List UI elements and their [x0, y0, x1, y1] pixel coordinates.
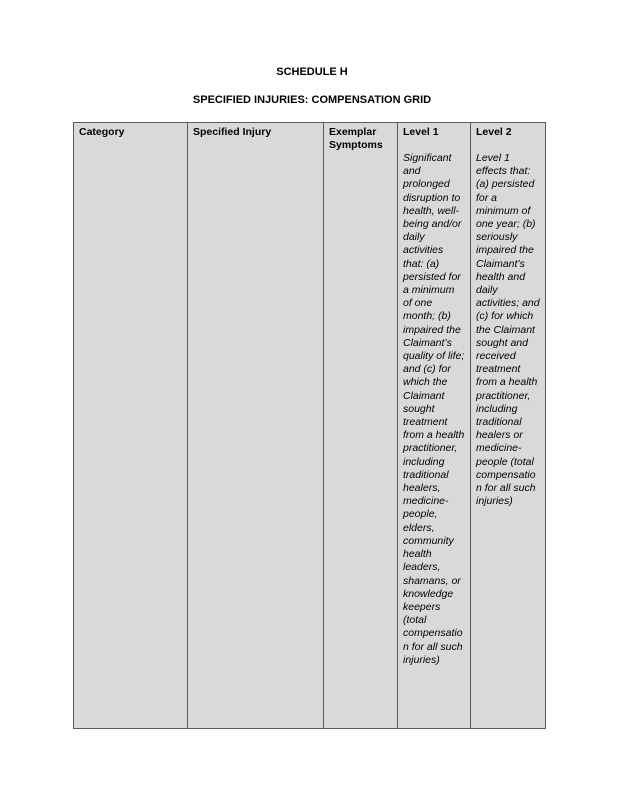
grid-row [74, 123, 546, 729]
schedule-title: SCHEDULE H [276, 66, 348, 78]
column-header-level-1: Level 1 [403, 126, 439, 138]
level-2-description: Level 1 effects that: (a) persisted for a minimum of one year; (b) seriously impaired the Claimant’s health and daily activities; and (c) for which the Claimant sought and received treatment from a health practitioner, including traditional healers or medicine-people (total compensation for all such injuries) [476, 152, 540, 508]
grid-cell-level-2 [471, 123, 546, 729]
column-header-exemplar-symptoms: Exemplar Symptoms [329, 126, 383, 151]
compensation-grid-table [73, 122, 546, 729]
grid-cell-exemplar-symptoms [324, 123, 398, 729]
column-header-category: Category [79, 126, 125, 138]
schedule-subtitle: SPECIFIED INJURIES: COMPENSATION GRID [192, 94, 432, 106]
grid-cell-specified-injury [188, 123, 324, 729]
column-header-level-2: Level 2 [476, 126, 512, 138]
level-1-description: Significant and prolonged disruption to health, well-being and/or daily activities that: (a) persisted for a minimum of one month; (b) impaired the Claimant’s quality of life; and (c) for which the Claimant sought treatment from a health practitioner, including traditional healers, medicine-people, elders, community health leaders, shamans, or knowledge keepers (total compensation for all such injuries) [403, 152, 465, 666]
column-header-specified-injury: Specified Injury [193, 126, 272, 138]
grid-cell-category [74, 123, 188, 729]
grid-cell-level-1 [398, 123, 471, 729]
